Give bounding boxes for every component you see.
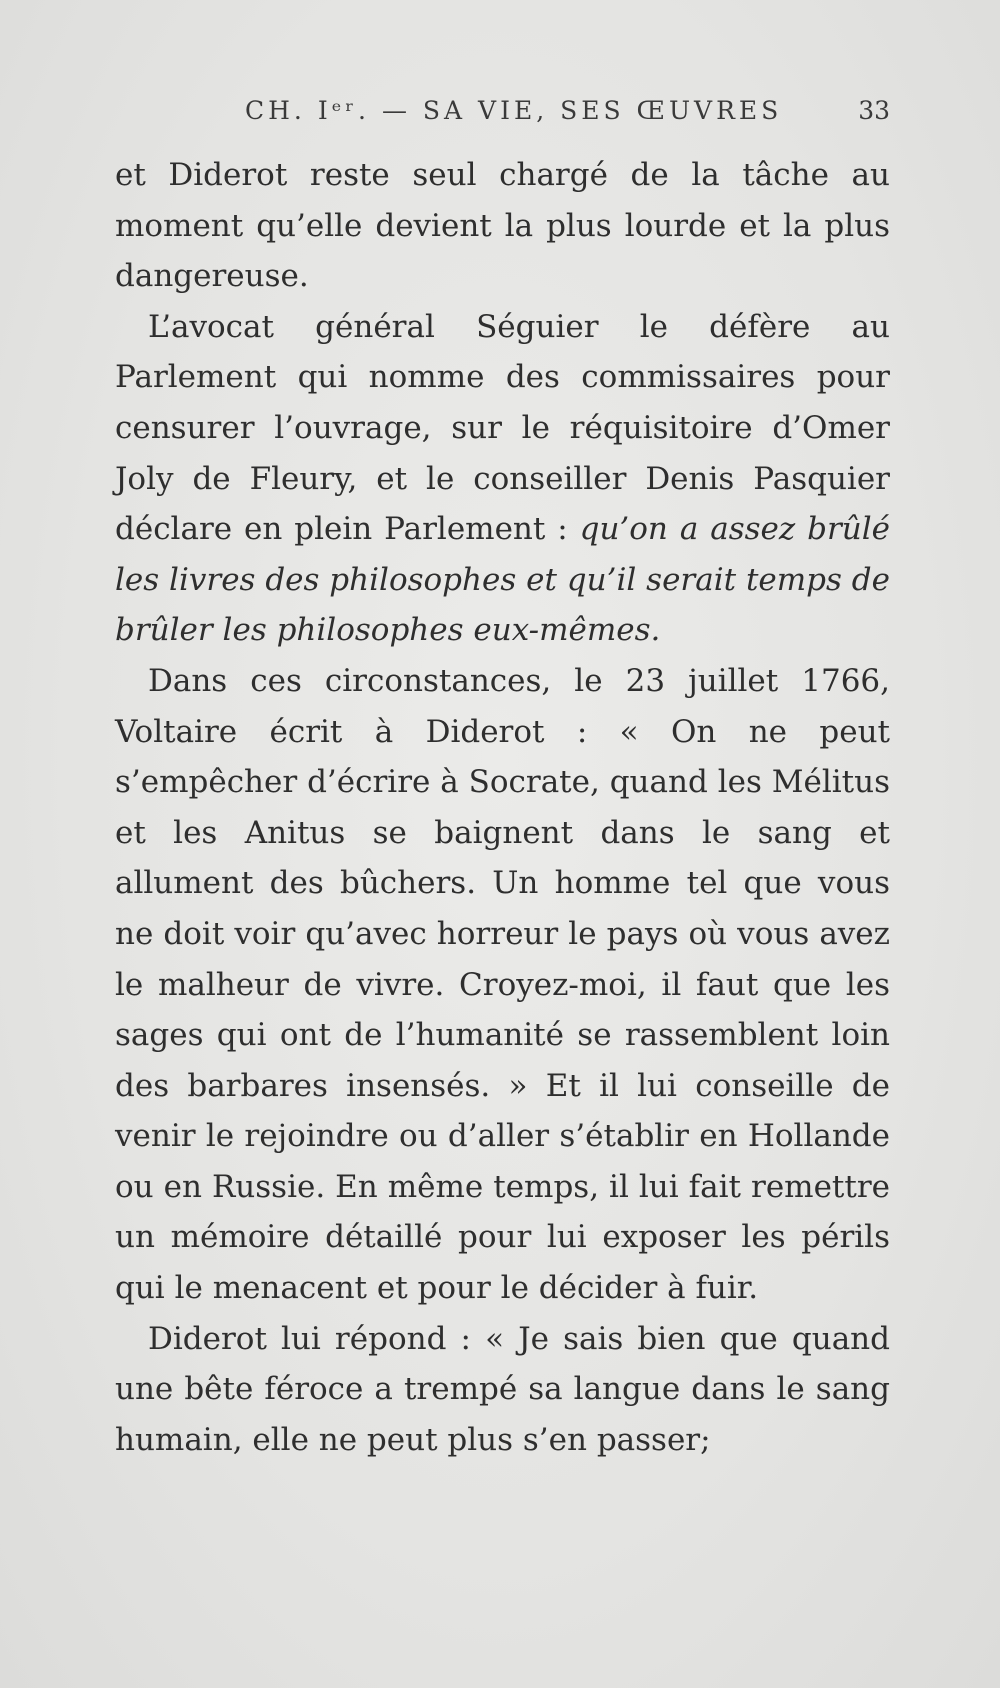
running-title: CH. Iᵉʳ. — SA VIE, SES ŒUVRES bbox=[245, 96, 783, 125]
paragraph-3 bbox=[115, 656, 890, 1314]
paragraph-2 bbox=[115, 302, 890, 656]
paragraph-2-text: L’avocat général Séguier le défère au Parlement qui nomme des commissaires pour censurer l’ouvrage, sur le réquisitoire d’Omer Joly de Fleury, et le conseiller Denis Pasquier déclare en plein Parlement : bbox=[115, 308, 890, 548]
paragraph-4 bbox=[115, 1314, 890, 1466]
body-text bbox=[115, 150, 890, 1465]
page-header bbox=[115, 92, 890, 132]
paragraph-3-text: Dans ces circonstances, le 23 juillet 1766, Voltaire écrit à Diderot : « On ne peut s’empêcher d’écrire à Socrate, quand les Mélitus et les Anitus se baignent dans le sang et allument des bûchers. Un homme tel que vous ne doit voir qu’avec horreur le pays où vous avez le malheur de vivre. Croyez-moi, il faut que les sages qui ont de l’humanité se rassemblent loin des barbares insensés. » Et il lui conseille de venir le rejoindre ou d’aller s’établir en Hollande ou en Russie. En même temps, il lui fait remettre un mémoire détaillé pour lui exposer les périls qui le menacent et pour le décider à fuir. bbox=[115, 662, 890, 1307]
paragraph-4-text: Diderot lui répond : « Je sais bien que quand une bête féroce a trempé sa langue dans le sang humain, elle ne peut plus s’en passer; bbox=[115, 1320, 890, 1458]
paragraph-2-italic-quote: qu’on a assez brûlé les livres des philosophes et qu’il serait temps de brûler les philosophes eux-mêmes. bbox=[115, 511, 890, 649]
paragraph-1 bbox=[115, 150, 890, 302]
paragraph-1-text: et Diderot reste seul chargé de la tâche au moment qu’elle devient la plus lourde et la plus dangereuse. bbox=[115, 157, 890, 295]
page-number: 33 bbox=[858, 96, 890, 125]
